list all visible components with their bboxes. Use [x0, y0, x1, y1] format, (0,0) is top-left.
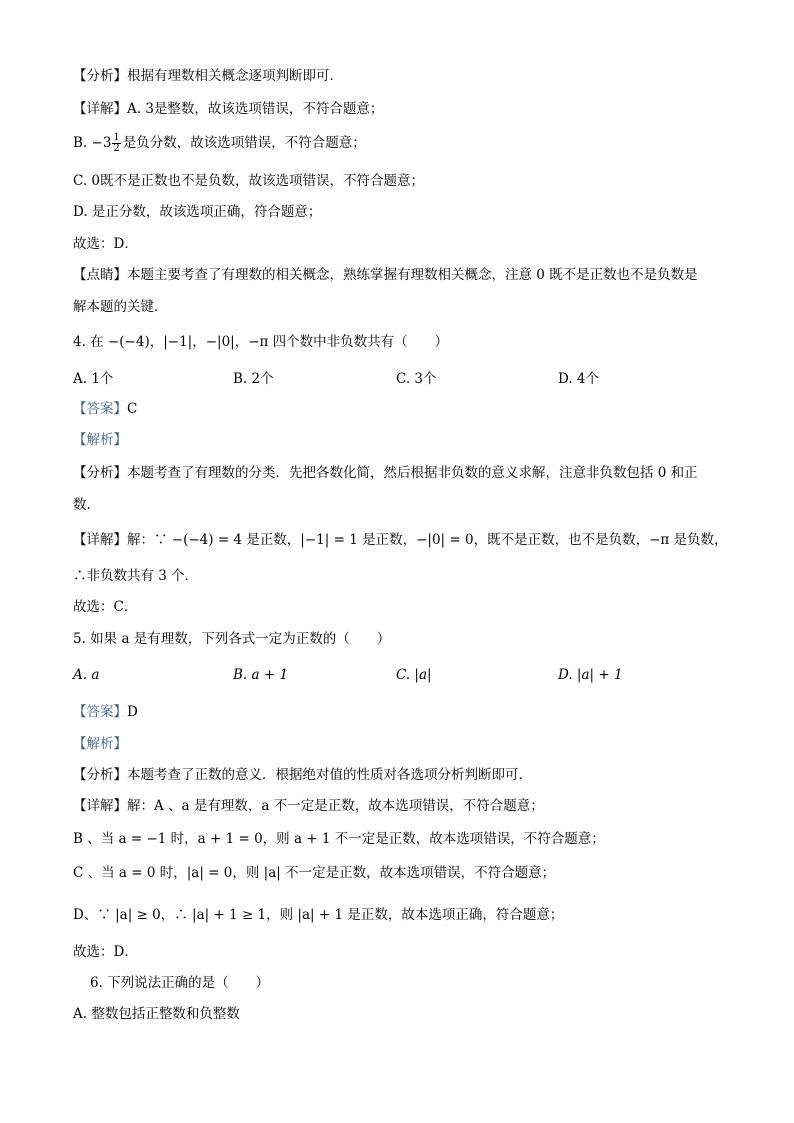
q5-answer: 【答案】D — [73, 704, 138, 720]
q4-detail-line1: 【详解】解：∵ −(−4) = 4 是正数，|−1| = 1 是正数，−|0| = 0，既不是正数，也不是负数，−π 是负数， — [73, 532, 728, 548]
q5-detail-b: B 、当 a = −1 时，a + 1 = 0，则 a + 1 不一定是正数，故本选项错误，不符合题意； — [73, 831, 605, 847]
q6-stem: 6. 下列说法正确的是（ ） — [90, 975, 270, 991]
q3-comment-line2: 解本题的关键． — [73, 299, 168, 315]
q3-detail-b: B. −3 $\frac{1}{2}$ 是负分数，故该选项错误，不符合题意； — [73, 132, 366, 154]
q4-answer: 【答案】C — [73, 401, 138, 417]
q4-stem: 4. 在 −(−4)，|−1|，−|0|，−π 四个数中非负数共有（ ） — [73, 334, 449, 350]
q3-choice: 故选：D． — [73, 236, 138, 252]
q5-jiexi: 【解析】 — [73, 736, 127, 752]
q6-option-a: A. 整数包括正整数和负整数 — [73, 1006, 240, 1022]
q5-option-c: C. |a| — [396, 667, 432, 683]
q5-detail-d: D、∵ |a| ≥ 0，∴ |a| + 1 ≥ 1，则 |a| + 1 是正数，故本选项正确，符合题意； — [73, 907, 564, 923]
q5-option-d: D. |a| + 1 — [558, 667, 623, 683]
q5-option-b: B. a + 1 — [233, 667, 289, 683]
q4-option-b: B. 2个 — [233, 371, 274, 387]
q4-analysis-line1: 【分析】本题考查了有理数的分类．先把各数化简，然后根据非负数的意义求解，注意非负数包括 0 和正 — [73, 465, 698, 481]
q5-stem: 5. 如果 a 是有理数，下列各式一定为正数的（ ） — [73, 631, 391, 647]
q5-detail-a: 【详解】解：A 、a 是有理数，a 不一定是正数，故本选项错误，不符合题意； — [73, 798, 544, 814]
q3-detail-d: D. 是正分数，故该选项正确，符合题意； — [73, 204, 322, 220]
q5-analysis: 【分析】本题考查了正数的意义．根据绝对值的性质对各选项分析判断即可． — [73, 767, 532, 783]
q4-option-d: D. 4个 — [558, 371, 600, 387]
q4-jiexi: 【解析】 — [73, 432, 127, 448]
q4-choice: 故选：C． — [73, 599, 138, 615]
q4-analysis-line2: 数． — [73, 497, 100, 513]
q5-detail-c: C 、当 a = 0 时，|a| = 0，则 |a| 不一定是正数，故本选项错误，不符合题意； — [73, 865, 556, 881]
q5-choice: 故选：D． — [73, 944, 138, 960]
q5-option-a: A. a — [73, 667, 100, 683]
q3-detail-c: C. 0既不是正数也不是负数，故该选项错误，不符合题意； — [73, 173, 425, 189]
q3-detail-a: 【详解】A. 3是整数，故该选项错误，不符合题意； — [73, 101, 384, 117]
q4-option-c: C. 3个 — [396, 371, 437, 387]
q3-comment-line1: 【点睛】本题主要考查了有理数的相关概念，熟练掌握有理数相关概念，注意 0 既不是正数也不是负数是 — [73, 267, 698, 283]
fraction-one-half: $\frac{1}{2}$ — [113, 132, 120, 154]
q3-analysis: 【分析】根据有理数相关概念逐项判断即可． — [73, 68, 343, 84]
q4-detail-line2: ∴非负数共有 3 个． — [73, 568, 199, 584]
q4-option-a: A. 1个 — [73, 371, 114, 387]
